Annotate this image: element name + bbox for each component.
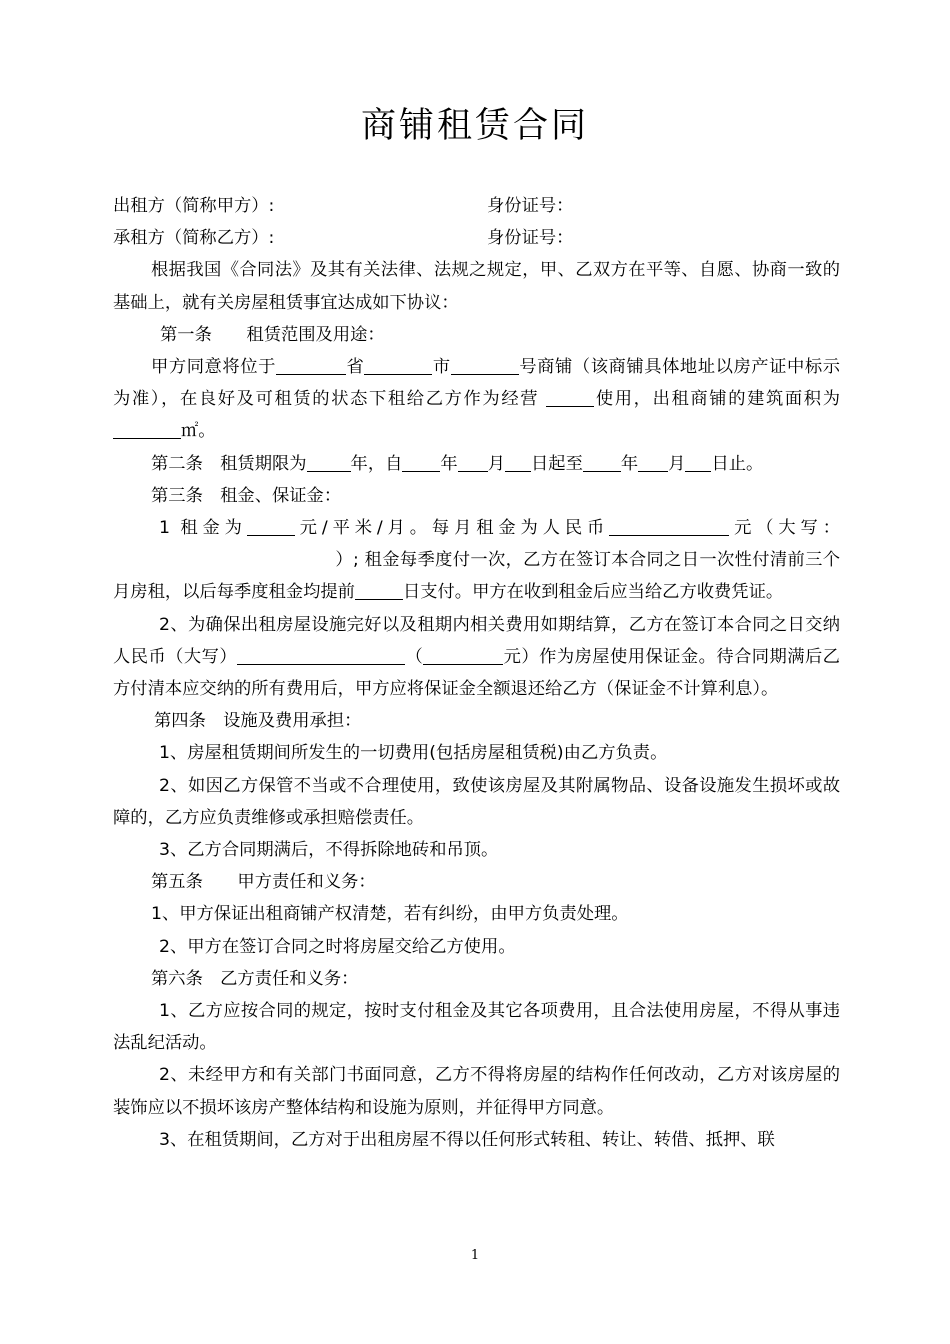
article-3-heading: 第三条 租金、保证金： <box>151 485 342 506</box>
end-year-blank <box>583 453 621 472</box>
article-6-clause-1: 1、乙方应按合同的规定，按时支付租金及其它各项费用，且合法使用房屋，不得从事违法乱纪活动。 <box>113 1000 840 1054</box>
party-b-line <box>113 222 840 254</box>
article-3-1-text-2: 元/平米/月。每月租金为人民币 <box>294 517 610 538</box>
article-2-text-1: 第二条 租赁期限为 <box>151 453 307 474</box>
page-number: 1 <box>470 1248 480 1263</box>
deposit-words-blank <box>237 646 405 665</box>
article-1-text-3: 市 <box>432 356 451 377</box>
shop-number-blank <box>451 356 519 375</box>
article-3-2-text-1: 2、为确保出租房屋设施完好以及租期内相关费用如期结算，乙方在签订本合同之日交纳人民币（大写） <box>113 614 840 667</box>
article-1-heading: 第一条 租赁范围及用途： <box>160 324 385 345</box>
business-use-blank <box>546 388 594 407</box>
party-b-id-label: 身份证号： <box>487 228 574 249</box>
article-3-2-text-3: 元）作为房屋使用保证金。待合同期满后乙方付清本应交纳的所有费用后，甲方应将保证金全额退还给乙方（保证金不计算利息）。 <box>113 646 840 699</box>
article-4-heading: 第四条 设施及费用承担： <box>154 711 362 732</box>
article-6-clause-3: 3、在租赁期间，乙方对于出租房屋不得以任何形式转租、转让、转借、抵押、联 <box>159 1129 775 1150</box>
price-per-sqm-blank <box>247 517 295 536</box>
article-1-text-2: 省 <box>345 356 365 377</box>
province-blank <box>276 356 346 375</box>
article-2-text-6: 年 <box>620 453 639 474</box>
article-6-clause-2: 2、未经甲方和有关部门书面同意，乙方不得将房屋的结构作任何改动，乙方对该房屋的装饰应以不损坏该房产整体结构和设施为原则，并征得甲方同意。 <box>113 1065 840 1118</box>
article-2-text-5: 日起至 <box>531 453 583 474</box>
deposit-amount-blank <box>423 646 503 665</box>
article-1-text-6: ㎡。 <box>181 421 216 442</box>
article-2-text-3: 年 <box>440 453 458 474</box>
party-a-label: 出租方（简称甲方）: <box>113 196 275 216</box>
article-3-1-text-5: 日支付。甲方在收到租金后应当给乙方收费凭证。 <box>402 582 784 603</box>
article-1-text-1: 甲方同意将位于 <box>151 356 276 377</box>
article-1-paragraph <box>113 351 840 448</box>
city-blank <box>364 356 432 375</box>
start-day-blank <box>505 453 531 472</box>
article-1-text-4: 号商铺（该商铺具体地址以房产证中标示为准），在良好及可租赁的状态下租给乙方作为经营 <box>113 356 840 410</box>
article-3-2-text-2: （ <box>405 646 424 667</box>
end-day-blank <box>685 453 711 472</box>
article-2-text-4: 月 <box>487 453 505 474</box>
article-4-clause-3: 3、乙方合同期满后，不得拆除地砖和吊顶。 <box>159 839 499 860</box>
article-3-1-text-1: 1 租金为 <box>159 517 247 538</box>
party-a-id-label: 身份证号： <box>487 196 574 216</box>
article-2-line <box>113 448 840 480</box>
end-month-blank <box>638 453 668 472</box>
article-5-clause-2: 2、甲方在签订合同之时将房屋交给乙方使用。 <box>159 936 516 957</box>
article-4-clause-1: 1、房屋租赁期间所发生的一切费用(包括房屋租赁税)由乙方负责。 <box>159 743 668 764</box>
article-6-heading: 第六条 乙方责任和义务： <box>151 968 359 989</box>
article-1-text-5: 使用，出租商铺的建筑面积为 <box>594 389 840 410</box>
area-blank <box>113 420 181 439</box>
start-year-blank <box>402 453 440 472</box>
party-a-line <box>113 190 840 222</box>
article-5-heading: 第五条 甲方责任和义务： <box>151 872 376 893</box>
document-title: 商铺租赁合同 <box>360 106 589 146</box>
article-2-text-2: 年，自 <box>350 453 403 474</box>
article-3-clause-1 <box>113 512 840 609</box>
lease-years-blank <box>307 453 351 472</box>
article-3-1-text-4: ）; 租金每季度付一次，乙方在签订本合同之日一次性付清前三个月房租，以后每季度租金均提前 <box>113 550 840 603</box>
intro-paragraph: 根据我国《合同法》及其有关法律、法规之规定，甲、乙双方在平等、自愿、协商一致的基础上，就有关房屋租赁事宜达成如下协议： <box>113 260 840 313</box>
article-4-clause-2: 2、如因乙方保管不当或不合理使用，致使该房屋及其附属物品、设备设施发生损坏或故障的，乙方应负责维修或承担赔偿责任。 <box>113 775 840 828</box>
monthly-rent-blank <box>609 517 729 536</box>
advance-days-blank <box>355 581 403 600</box>
article-3-clause-2 <box>113 609 840 706</box>
start-month-blank <box>458 453 488 472</box>
article-5-clause-1: 1、甲方保证出租商铺产权清楚，若有纠纷，由甲方负责处理。 <box>151 904 629 925</box>
contract-body <box>113 190 840 1156</box>
party-b-label: 承租方（简称乙方）: <box>113 228 275 249</box>
article-3-1-text-3: 元（大写： <box>729 517 840 538</box>
article-2-text-7: 月 <box>668 453 686 474</box>
article-2-text-8: 日止。 <box>711 453 764 474</box>
